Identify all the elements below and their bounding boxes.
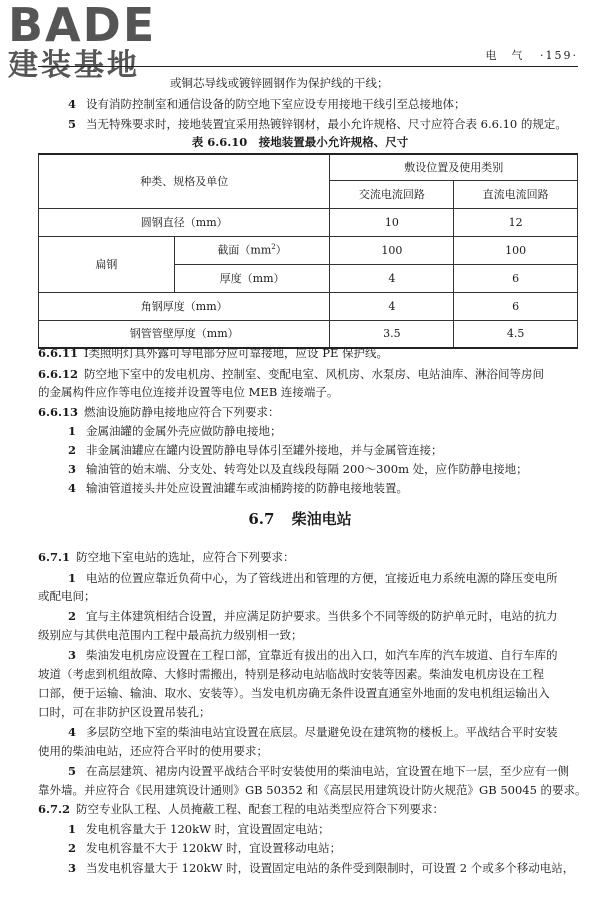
list-item-cont: 口时，可在非防护区设置吊装孔；: [38, 705, 211, 719]
cell-ac: 100: [330, 236, 454, 264]
cell-dc: 100: [454, 236, 578, 264]
list-item-cont: 级别应与其供电范围内工程中最高抗力级别相一致；: [38, 628, 303, 642]
logo-brand-cn: 建装基地: [8, 48, 140, 83]
list-item-cont: 或配电间；: [38, 589, 96, 603]
item-text: 设有消防控制室和通信设备的防空地下室应设专用接地干线引至总接地体；: [86, 97, 466, 111]
cell-ac: 10: [330, 208, 454, 236]
row-label: 角钢厚度（mm）: [39, 292, 330, 320]
clause-6611: [38, 345, 388, 362]
chapter-title: 电 气: [485, 49, 525, 62]
table-title: 表 6.6.10 接地装置最小允许规格、尺寸: [191, 135, 409, 149]
section-title: 柴油电站: [291, 510, 352, 528]
list-item: 1 金属油罐的金属外壳应做防静电接地；: [68, 424, 282, 438]
clause-number: 6.6.12: [38, 367, 79, 381]
header-group: 敷设位置及使用类别: [330, 154, 578, 180]
intro-line: 或铜芯导线或镀锌圆钢作为保护线的干线；: [170, 76, 389, 90]
section-heading: [0, 512, 600, 527]
row-label: 钢管管壁厚度（mm）: [39, 320, 330, 348]
clause-671: [38, 549, 295, 566]
cell-dc: 6: [454, 264, 578, 292]
header-ac: 交流电流回路: [330, 180, 454, 208]
header-dc: 直流电流回路: [454, 180, 578, 208]
list-item: 2 宜与主体建筑相结合设置，并应满足防护要求。当供多个不同等级的防护单元时，电站的抗力: [68, 609, 558, 623]
item-number: 5: [68, 117, 77, 131]
clause-6612-cont: 的金属构件应作等电位连接并设置等电位 MEB 连接端子。: [38, 385, 339, 399]
list-item: 3 输油管的始末端、分支处、转弯处以及直线段每隔 200～300m 处，应作防静电接地；: [68, 462, 528, 476]
clause-number: 6.6.11: [38, 346, 79, 360]
cell-ac: 4: [330, 292, 454, 320]
logo-brand-latin: BADE: [8, 0, 157, 52]
clause-text: 防空地下室中的发电机房、控制室、变配电室、风机房、水泵房、电站油库、淋浴间等房间: [84, 367, 545, 381]
intro-item-4: [68, 96, 466, 113]
list-item: 1 发电机容量大于 120kW 时，宜设置固定电站；: [68, 822, 330, 836]
clause-6612: [38, 366, 544, 383]
row-group-label: 扁钢: [39, 236, 175, 292]
table-row: [39, 236, 578, 264]
header-category: 种类、规格及单位: [39, 154, 330, 208]
list-item: 2 发电机容量不大于 120kW 时，宜设置移动电站；: [68, 841, 342, 855]
clause-text: 防空地下室电站的选址，应符合下列要求：: [76, 550, 295, 564]
clause-text: 防空专业队工程、人员掩蔽工程、配套工程的电站类型应符合下列要求：: [76, 802, 445, 816]
clause-number: 6.6.13: [38, 405, 79, 419]
list-item: 3 柴油发电机房应设置在工程口部，宜靠近有拔出的出入口，如汽车库的汽车坡道、自行车库的: [68, 648, 558, 662]
clause-number: 6.7.2: [38, 802, 71, 816]
cell-dc: 6: [454, 292, 578, 320]
header-rule: [38, 66, 578, 67]
row-label: 圆钢直径（mm）: [39, 208, 330, 236]
cell-dc: 4.5: [454, 320, 578, 348]
list-item: 5 在高层建筑、裙房内设置平战结合平时安装使用的柴油电站，宜设置在地下一层，至少应有一侧: [68, 764, 570, 778]
row-label: 厚度（mm）: [174, 264, 330, 292]
list-item: 4 输油管道接头井处应设置油罐车或油桶跨接的防静电接地装置。: [68, 481, 409, 495]
spec-table: [38, 153, 578, 349]
cell-ac: 3.5: [330, 320, 454, 348]
section-number: 6.7: [248, 510, 275, 528]
page-number: ·159·: [540, 49, 578, 62]
cell-ac: 4: [330, 264, 454, 292]
running-header: [486, 50, 579, 61]
clause-number: 6.7.1: [38, 550, 71, 564]
list-item-cont: 坡道（考虑到机组故障、大修时需搬出，特别是移动电站临战时安装等因素。柴油发电机房设在工程: [38, 667, 544, 681]
clause-672: [38, 801, 444, 818]
item-text: 当无特殊要求时，接地装置宜采用热镀锌钢材，最小允许规格、尺寸应符合表 6.6.10 的规定。: [86, 117, 567, 131]
clause-text: 燃油设施防静电接地应符合下列要求：: [84, 405, 280, 419]
cell-dc: 12: [454, 208, 578, 236]
clause-text: Ⅰ类照明灯具外露可导电部分应可靠接地，应设 PE 保护线。: [84, 346, 388, 360]
table-row: [39, 320, 578, 348]
item-number: 4: [68, 97, 77, 111]
table-row: [39, 208, 578, 236]
clause-6613: [38, 404, 280, 421]
list-item: 1 电站的位置应靠近负荷中心，为了管线进出和管理的方便，宜接近电力系统电源的降压变电所: [68, 571, 558, 585]
row-label: 截面$(mm^2)$: [174, 236, 330, 264]
table-row: [39, 292, 578, 320]
list-item: 4 多层防空地下室的柴油电站宜设置在底层。尽量避免设在建筑物的楼板上。平战结合平时安装: [68, 725, 558, 739]
list-item-cont: 使用的柴油电站，还应符合平时的使用要求；: [38, 744, 268, 758]
list-item-cont: 口部，便于运输、输油、取水、安装等）。当发电机房确无条件设置直通室外地面的发电机组运输出入: [38, 686, 550, 700]
list-item: 3 当发电机容量大于 120kW 时，设置固定电站的条件受到限制时，可设置 2 个或多个移动电站，: [68, 861, 575, 875]
list-item-cont: 靠外墙。并应符合《民用建筑设计通则》GB 50352 和《高层民用建筑设计防火规范》GB 50045 的要求。: [38, 783, 587, 797]
list-item: 2 非金属油罐应在罐内设置防静电导体引至罐外接地，并与金属管连接；: [68, 443, 443, 457]
intro-item-5: [68, 116, 567, 133]
